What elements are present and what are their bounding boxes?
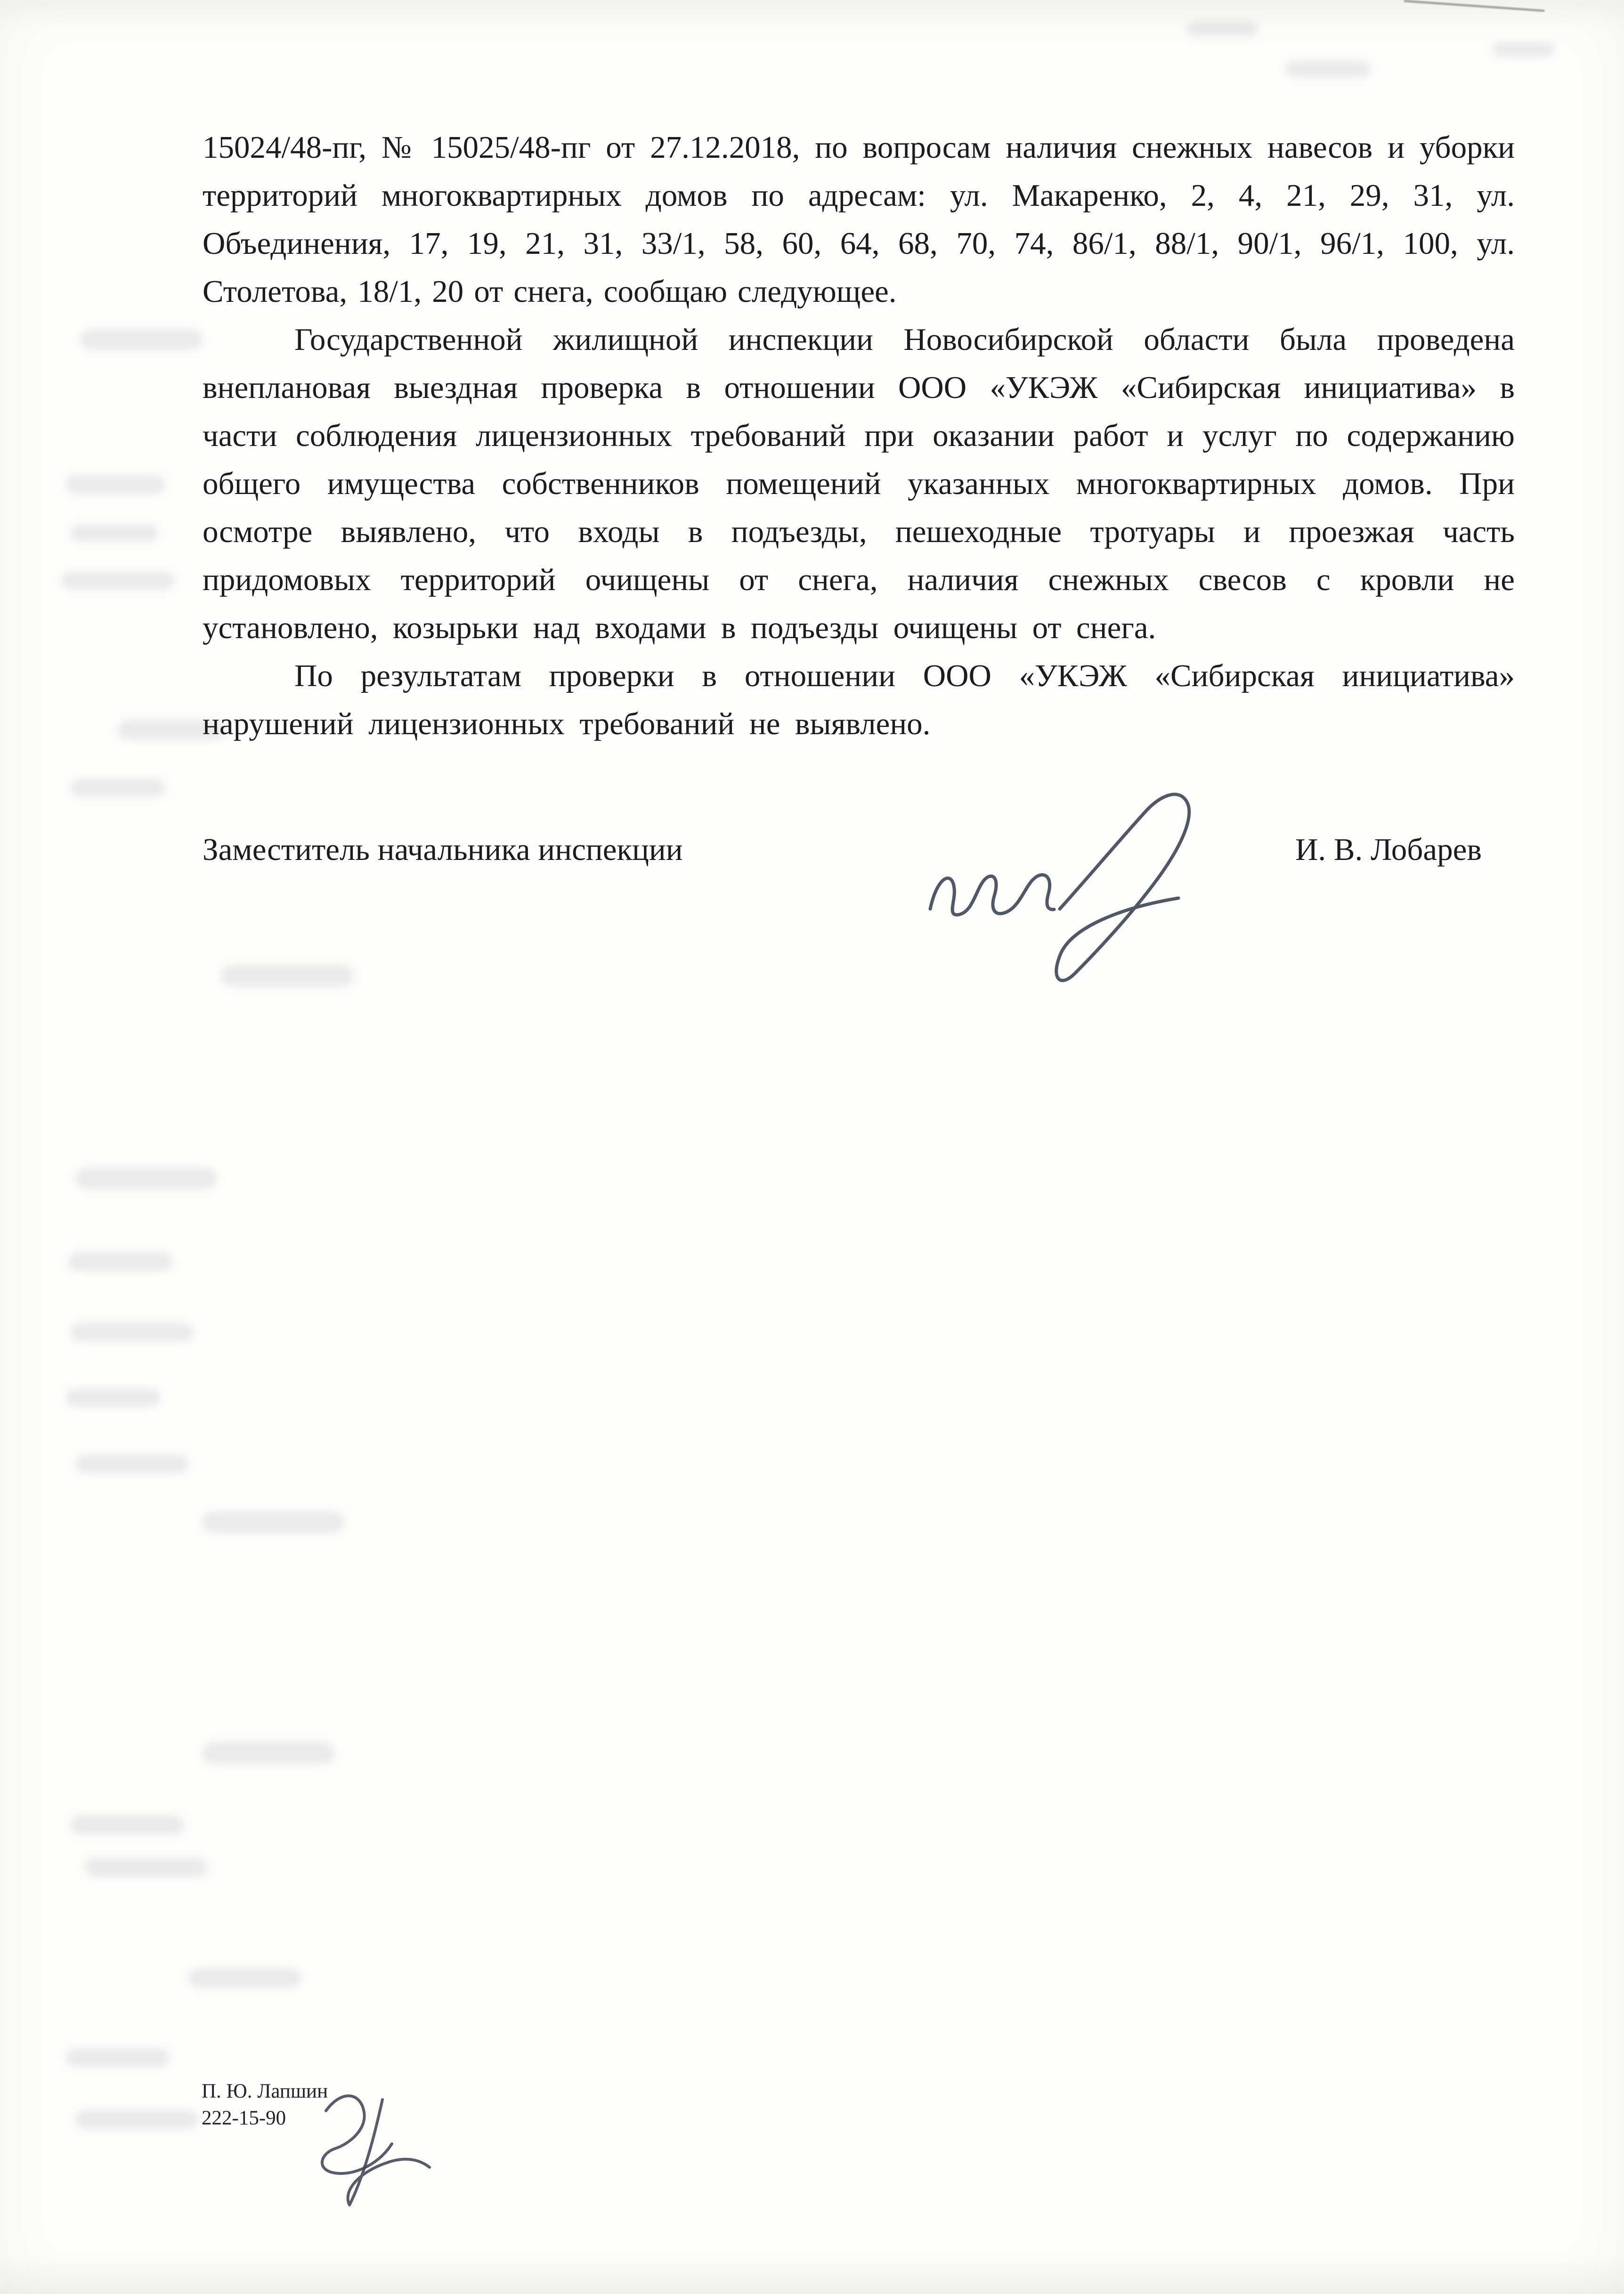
bleed-through-artifact <box>71 525 158 541</box>
body-paragraph: 15024/48-пг, № 15025/48-пг от 27.12.2018, по вопросам наличия снежных навесов и уборки территорий многоквартирных домов по адресам: ул. Макаренко, 2, 4, 21, 29, 31, ул. Объединения, 17, 19, 21, 31, 33/1, 58, 60, 64, 68, 70, 74, 86/1, 88/1, 90/1, 96/1, 100, ул. Столетова, 18/1, 20 от снега, сообщаю следующее. <box>203 130 1515 309</box>
bleed-through-artifact <box>75 2110 198 2129</box>
bleed-through-artifact <box>71 1323 193 1341</box>
bleed-through-artifact <box>203 1743 334 1763</box>
bleed-through-artifact <box>71 1816 184 1834</box>
pen-stroke-artifact <box>1404 0 1545 12</box>
signature-row <box>203 826 1515 874</box>
bleed-through-artifact <box>1187 21 1258 36</box>
executor-name: П. Ю. Лапшин <box>202 2080 328 2102</box>
bleed-through-artifact <box>75 1168 217 1189</box>
bleed-through-artifact <box>68 1253 172 1271</box>
executor-phone: 222-15-90 <box>202 2107 286 2129</box>
bleed-through-artifact <box>71 779 165 796</box>
letter-body <box>203 123 1515 874</box>
bleed-through-artifact <box>221 965 353 986</box>
body-paragraph: Государственной жилищной инспекции Новосибирской области была проведена внеплановая выездная проверка в отношении ООО «УКЭЖ «Сибирская инициатива» в части соблюдения лицензионных требований при оказании работ и услуг по содержанию общего имущества собственников помещений указанных многоквартирных домов. При осмотре выявлено, что входы в подъезды, пешеходные тротуары и проезжая часть придомовых территорий очищены от снега, наличия снежных свесов с кровли не установлено, козырьки над входами в подъезды очищены от снега. <box>203 322 1515 645</box>
bleed-through-artifact <box>1286 61 1371 77</box>
bleed-through-artifact <box>66 1389 160 1406</box>
bleed-through-artifact <box>203 1512 344 1532</box>
bleed-through-artifact <box>75 1455 188 1473</box>
bleed-through-artifact <box>80 330 203 349</box>
signatory-name: И. В. Лобарев <box>1295 832 1482 867</box>
bleed-through-artifact <box>188 1969 301 1987</box>
bleed-through-artifact <box>61 572 174 589</box>
body-paragraph: По результатам проверки в отношении ООО «УКЭЖ «Сибирская инициатива» нарушений лицензионных требований не выявлено. <box>203 658 1515 741</box>
bleed-through-artifact <box>66 2049 170 2067</box>
bleed-through-artifact <box>66 476 165 494</box>
bleed-through-artifact <box>85 1858 207 1877</box>
bleed-through-artifact <box>1493 42 1554 57</box>
signatory-position: Заместитель начальника инспекции <box>203 832 683 867</box>
executor-block <box>202 2078 328 2132</box>
